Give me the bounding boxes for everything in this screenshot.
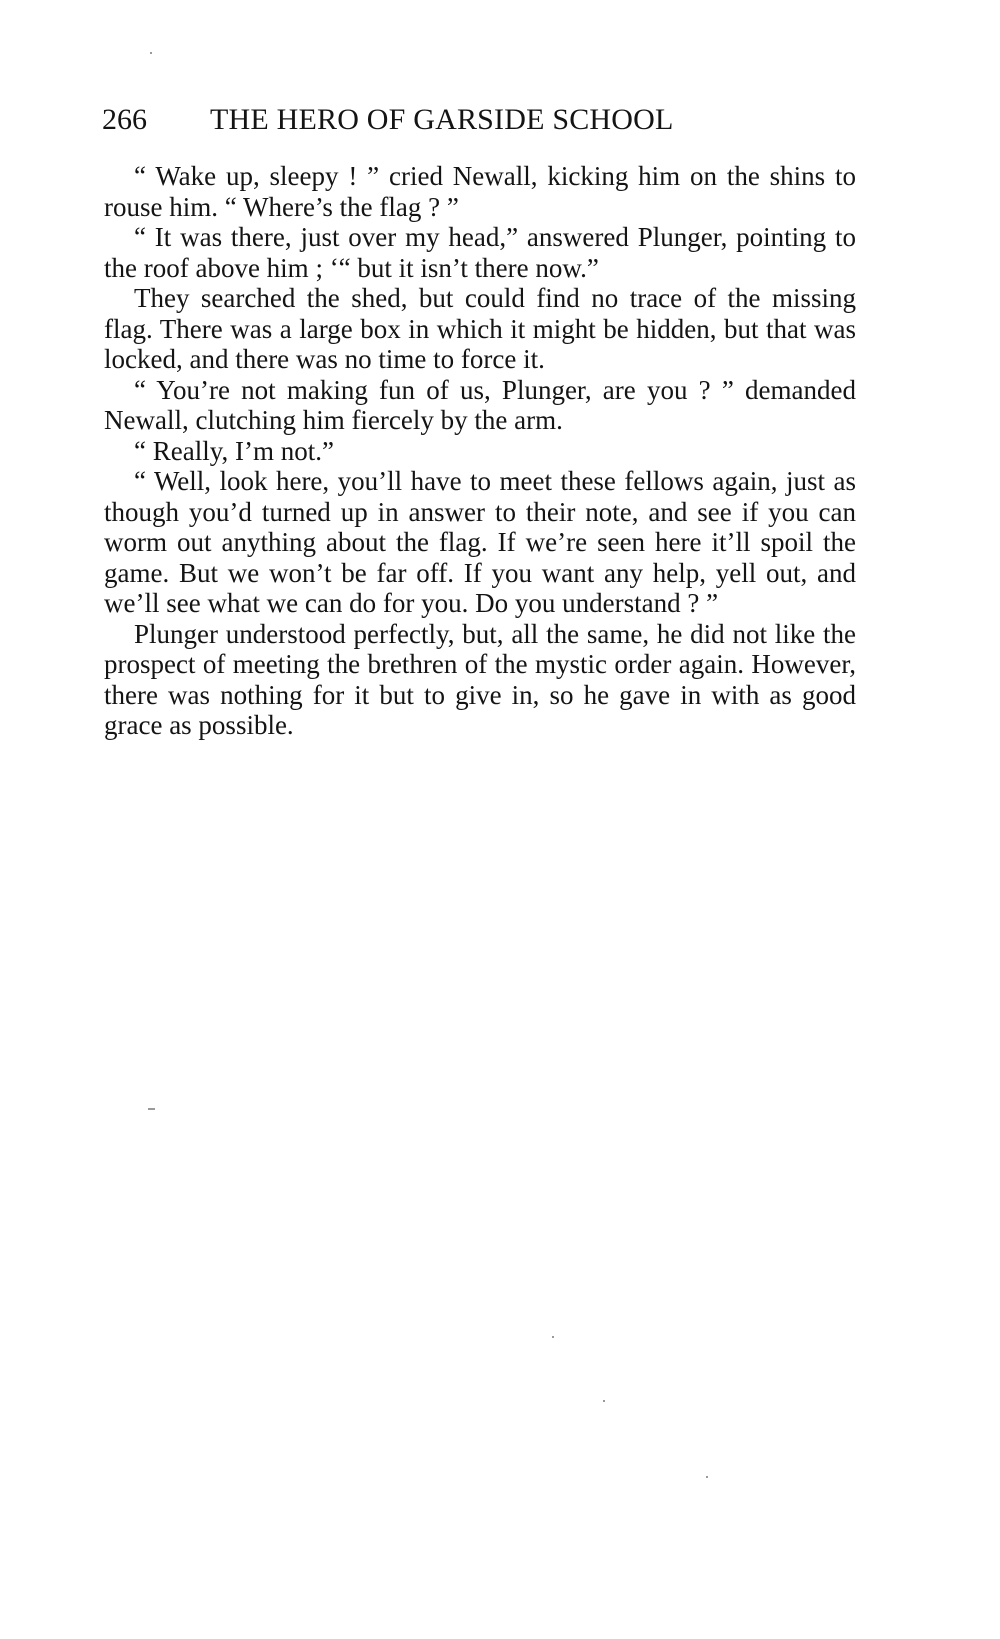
scan-speck xyxy=(603,1400,605,1402)
paragraph: “ Well, look here, you’ll have to meet these fellows again, just as though you’d turned up in answer to their note, and see if you can worm out anything about the flag. If we’re seen here it’ll spoil the game. But we won’t be far off. If you want any help, yell out, and we’ll see what we can do for you. Do you understand ? ” xyxy=(104,466,856,618)
running-head xyxy=(102,100,862,140)
paragraph: “ Really, I’m not.” xyxy=(134,435,334,466)
paragraph: They searched the shed, but could find no trace of the missing flag. There was a large box in which it might be hidden, but that was locked, and there was no time to force it. xyxy=(104,283,856,374)
paragraph: “ You’re not making fun of us, Plunger, are you ? ” demanded Newall, clutching him fiercely by the arm. xyxy=(104,374,856,435)
scan-speck xyxy=(706,1476,708,1478)
body-text xyxy=(104,161,856,741)
scan-speck xyxy=(148,1108,155,1110)
scan-speck xyxy=(150,52,152,54)
running-title: THE HERO OF GARSIDE SCHOOL xyxy=(210,103,674,136)
paragraph: “ Wake up, sleepy ! ” cried Newall, kicking him on the shins to rouse him. “ Where’s the flag ? ” xyxy=(104,161,856,222)
scan-speck xyxy=(552,1336,554,1338)
paragraph: “ It was there, just over my head,” answered Plunger, pointing to the roof above him ; ‘“ but it isn’t there now.” xyxy=(104,222,856,283)
paragraph: Plunger understood perfectly, but, all the same, he did not like the prospect of meeting the brethren of the mystic order again. However, there was nothing for it but to give in, so he gave in with as good grace as possible. xyxy=(104,618,856,740)
page-number: 266 xyxy=(102,103,147,136)
